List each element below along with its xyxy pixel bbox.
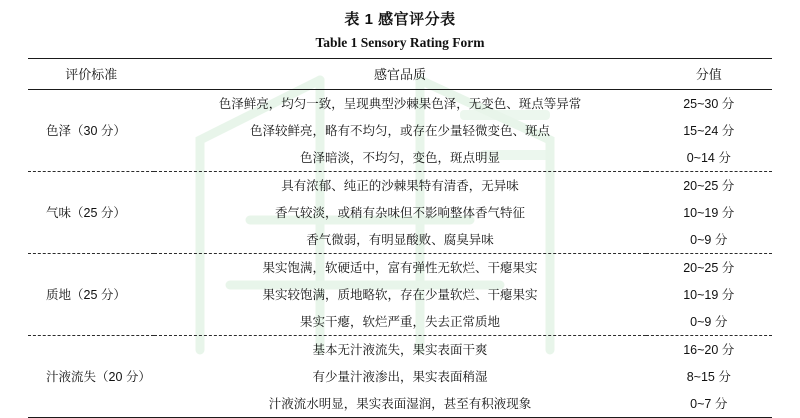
score-cell: 10~19 分 <box>683 206 735 220</box>
criterion-cell: 汁液流失（20 分） <box>28 336 154 418</box>
column-header-score: 分值 <box>695 67 722 82</box>
score-cell: 0~9 分 <box>690 315 728 329</box>
quality-cell: 色泽鲜亮，均匀一致，呈现典型沙棘果色泽，无变色、斑点等异常 <box>218 97 582 111</box>
table-title-chinese: 表 1 感官评分表 <box>344 11 456 28</box>
table-row <box>28 90 772 118</box>
sensory-rating-table <box>28 58 772 418</box>
table-row <box>28 254 772 282</box>
criterion-cell: 色泽（30 分） <box>46 124 126 138</box>
column-header-criterion: 评价标准 <box>65 67 118 82</box>
quality-cell: 基本无汁液流失，果实表面干爽 <box>154 336 645 364</box>
column-header-quality: 感官品质 <box>373 67 426 82</box>
criterion-cell: 质地（25 分） <box>28 254 154 336</box>
table-row <box>28 172 772 200</box>
score-cell: 0~9 分 <box>690 233 728 247</box>
score-cell: 15~24 分 <box>683 124 735 138</box>
score-cell: 0~14 分 <box>686 151 731 165</box>
table-header <box>28 59 772 90</box>
table-title-english: Table 1 Sensory Rating Form <box>315 35 485 50</box>
quality-cell: 色泽暗淡，不均匀，变色，斑点明显 <box>299 151 500 165</box>
criterion-cell: 气味（25 分） <box>28 172 154 254</box>
score-cell: 25~30 分 <box>683 97 735 111</box>
score-cell: 8~15 分 <box>686 370 731 384</box>
score-cell: 0~7 分 <box>690 397 728 411</box>
quality-cell: 果实饱满，软硬适中，富有弹性无软烂、干瘪果实 <box>154 254 645 282</box>
score-cell: 10~19 分 <box>683 288 735 302</box>
quality-cell: 色泽较鲜亮，略有不均匀，或存在少量轻微变色、斑点 <box>249 124 550 138</box>
table-header-row <box>28 59 772 90</box>
quality-cell: 果实较饱满，质地略软，存在少量软烂、干瘪果实 <box>262 288 538 302</box>
score-cell: 16~20 分 <box>646 336 772 364</box>
quality-cell: 具有浓郁、纯正的沙棘果特有清香，无异味 <box>154 172 645 200</box>
table-row <box>28 336 772 364</box>
score-cell: 20~25 分 <box>646 254 772 282</box>
quality-cell: 果实干瘪，软烂严重，失去正常质地 <box>299 315 500 329</box>
quality-cell: 有少量汁液渗出，果实表面稍湿 <box>312 370 488 384</box>
quality-cell: 香气微弱，有明显酸败、腐臭异味 <box>306 233 494 247</box>
table-body <box>28 90 772 418</box>
quality-cell: 香气较淡，或稍有杂味但不影响整体香气特征 <box>274 206 525 220</box>
quality-cell: 汁液流水明显，果实表面湿润，甚至有积液现象 <box>268 397 532 411</box>
score-cell: 20~25 分 <box>646 172 772 200</box>
